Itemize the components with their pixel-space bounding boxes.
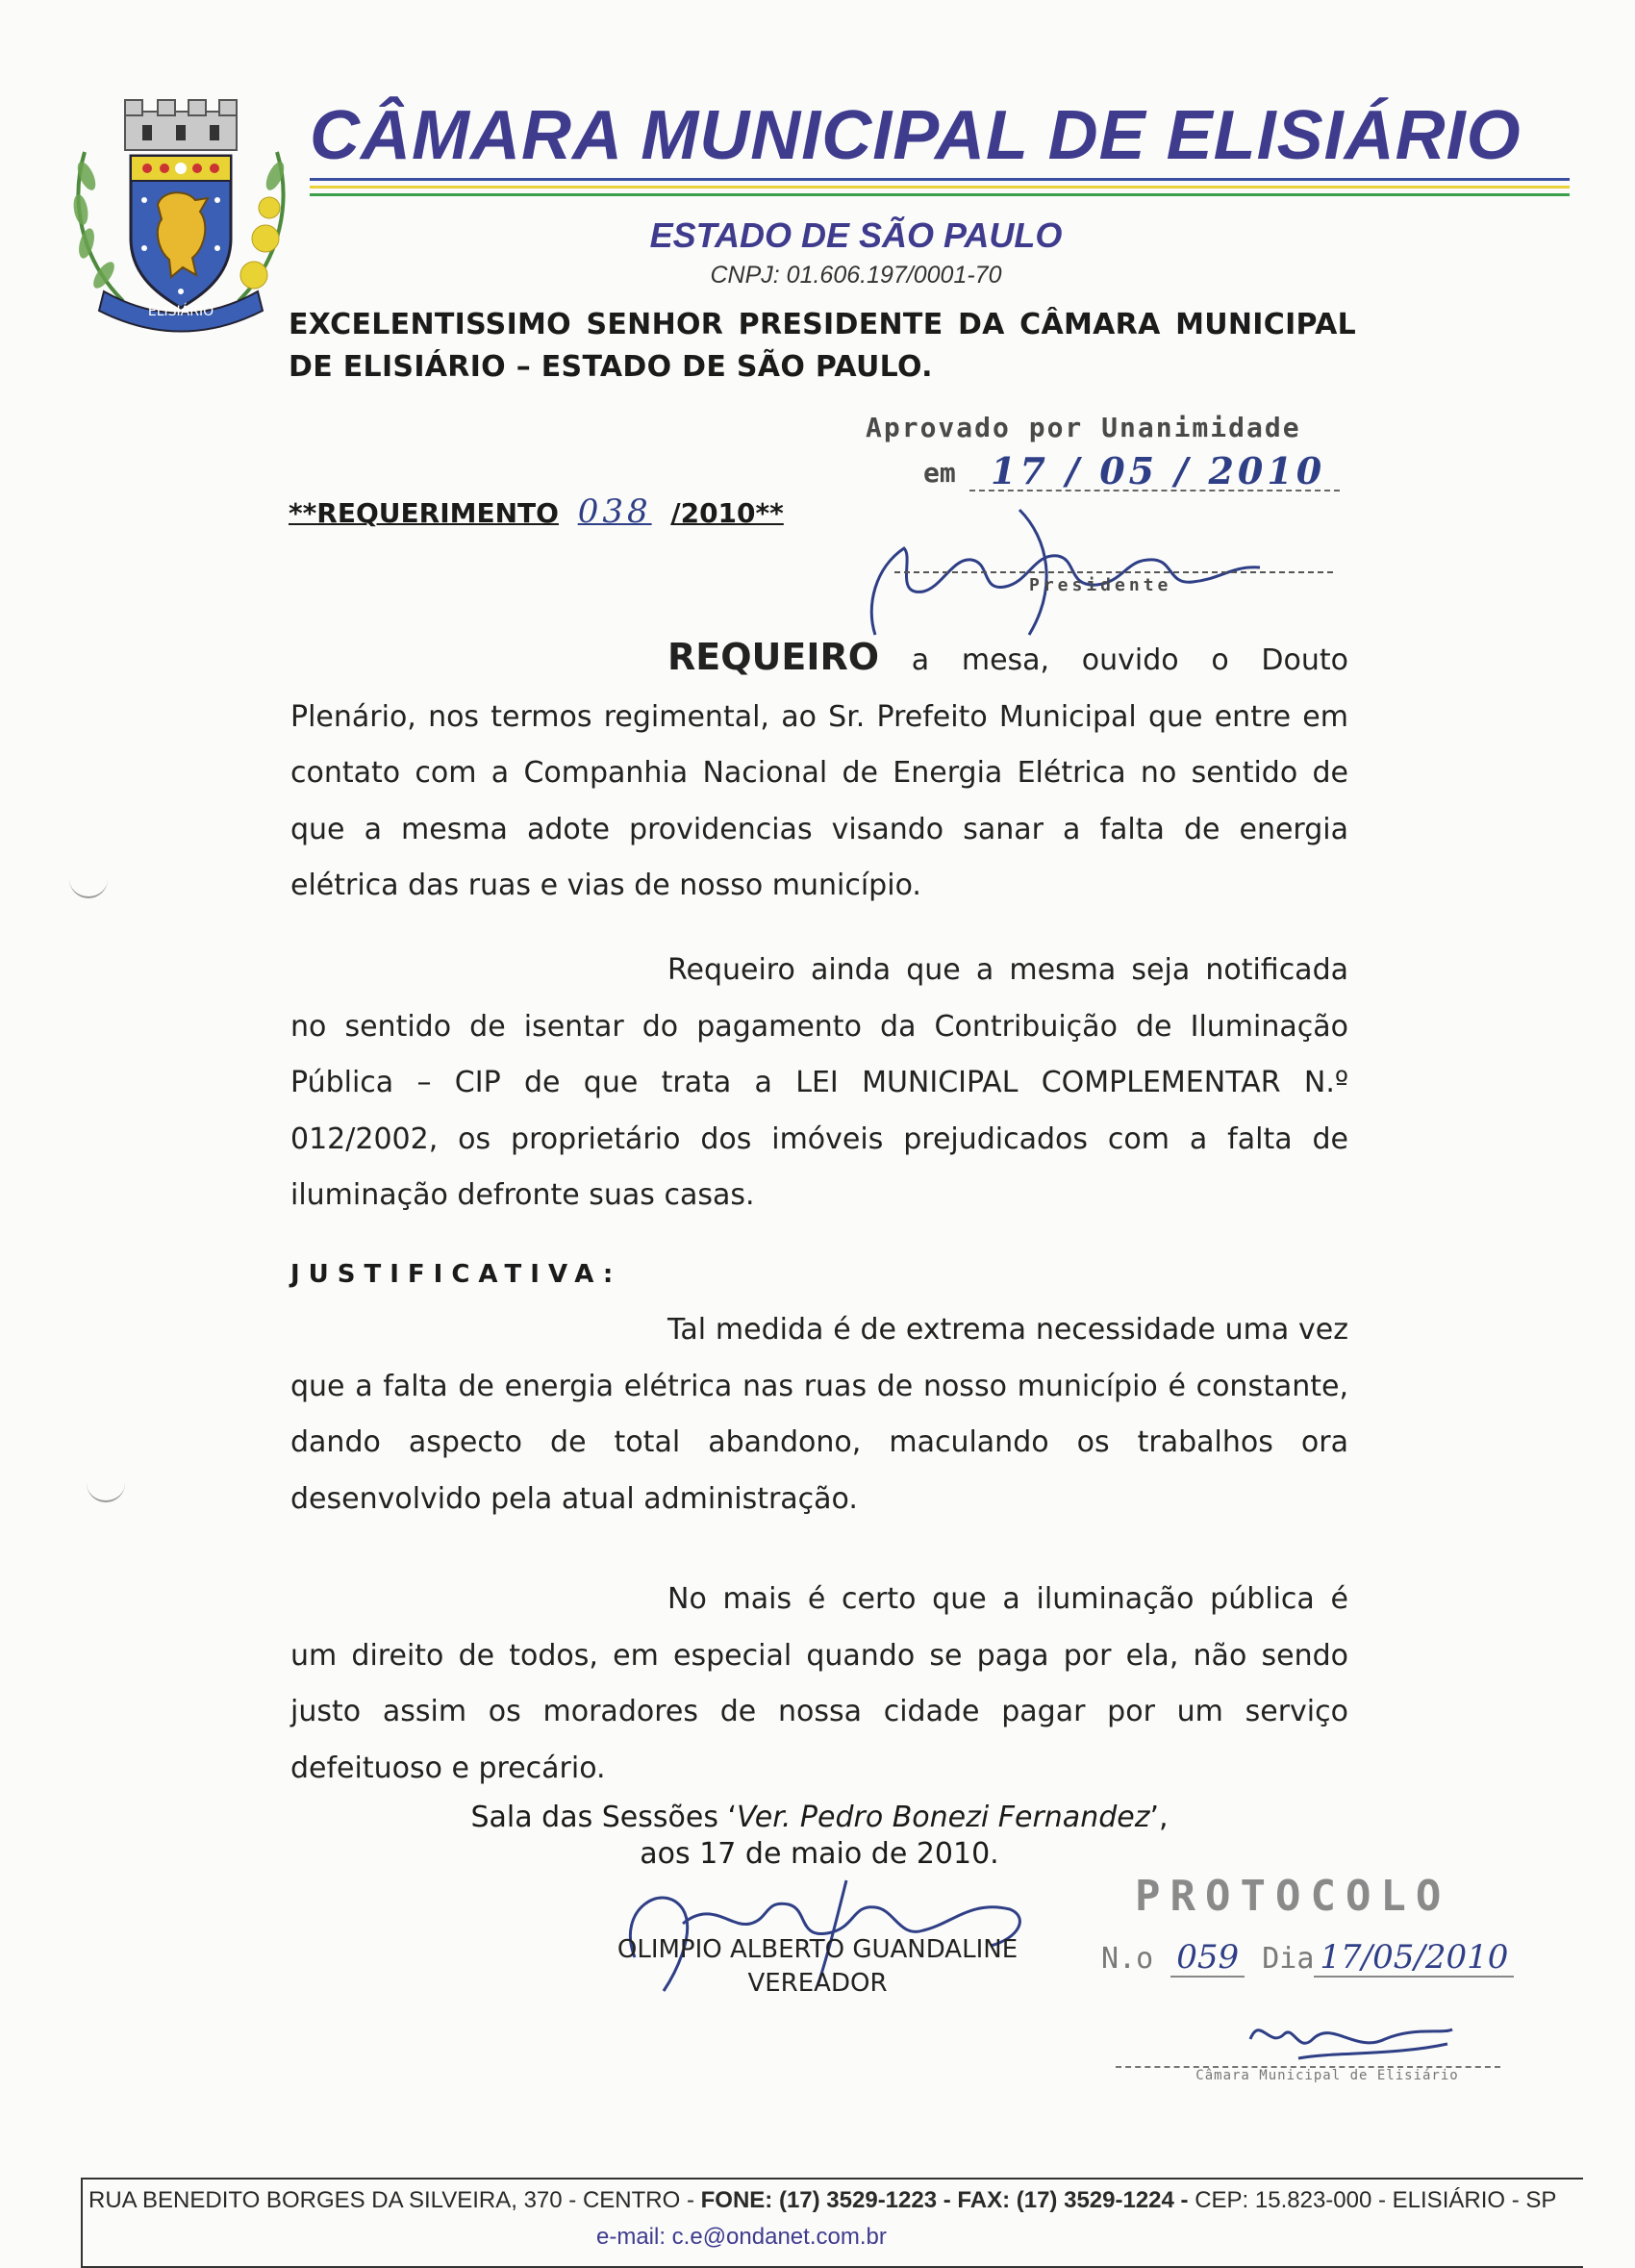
approval-date-prefix: em [923, 457, 956, 489]
protocol-stamp-row [1101, 1938, 1514, 1977]
conclusion-paragraph: No mais é certo que a iluminação pública é um direito de todos, em especial quando se paga por ela, não sendo justo assim os moradores de nossa cidade pagar por um serviço defeituoso e precário. [290, 1582, 1348, 1785]
header-rule-blue [310, 178, 1570, 181]
approval-date-handwritten: 17 / 05 / 2010 [991, 449, 1326, 492]
protocol-number-label: N.o [1101, 1942, 1154, 1976]
protocol-day: 17/05/2010 [1320, 1938, 1509, 1977]
requerimento-line [289, 492, 784, 531]
approval-stamp-text: Aprovado por Unanimidade [866, 412, 1301, 443]
requerimento-number: 038 [577, 492, 652, 531]
session-room-name: Ver. Pedro Bonezi Fernandez [737, 1801, 1150, 1834]
cnpj-number: CNPJ: 01.606.197/0001-70 [710, 262, 1002, 289]
request-lead-word: REQUEIRO [667, 636, 880, 678]
protocol-signature-icon [1241, 2005, 1462, 2073]
president-signature-icon [837, 500, 1375, 644]
councilor-role: VEREADOR [747, 1969, 888, 1998]
session-room-line: Sala das Sessões ‘Ver. Pedro Bonezi Fernandez’, [470, 1801, 1169, 1834]
justification-paragraph: Tal medida é de extrema necessidade uma vez que a falta de energia elétrica nas ruas de nosso município é constante, dando aspecto de total abandono, maculando os trabalhos ora desenvolvido pela atual administração. [290, 1313, 1348, 1516]
protocol-stamp-footer: Câmara Municipal de Elisiário [1195, 2068, 1459, 2083]
session-date: aos 17 de maio de 2010. [640, 1837, 999, 1871]
protocol-day-label: Dia [1262, 1942, 1315, 1976]
president-label: Presidente [1029, 575, 1172, 595]
approval-stamp-date-row [923, 449, 1356, 492]
svg-text:ELISIÁRIO: ELISIÁRIO [147, 304, 214, 319]
coat-of-arms-icon [65, 94, 296, 335]
header-rule-green [310, 193, 1570, 196]
footer-email: e-mail: c.e@ondanet.com.br [596, 2224, 887, 2250]
justification-heading: JUSTIFICATIVA: [290, 1260, 622, 1289]
footer-address: RUA BENEDITO BORGES DA SILVEIRA, 370 - CENTRO - FONE: (17) 3529-1223 - FAX: (17) 3529-1224 - CEP: 15.823-000 - ELISIÁRIO - SP [88, 2187, 1557, 2213]
addressee: EXCELENTISSIMO SENHOR PRESIDENTE DA CÂMARA MUNICIPAL DE ELISIÁRIO – ESTADO DE SÃO PAULO. [289, 308, 1356, 384]
state-name: ESTADO DE SÃO PAULO [649, 215, 1063, 255]
punch-hole [87, 1481, 125, 1502]
requerimento-prefix: **REQUERIMENTO [289, 497, 559, 529]
protocol-number: 059 [1176, 1938, 1240, 1977]
requerimento-suffix: /2010** [670, 497, 784, 529]
chamber-title: CÂMARA MUNICIPAL DE ELISIÁRIO [310, 97, 1522, 174]
header-rule-yellow [310, 186, 1570, 189]
request-text: a mesa, ouvido o Douto Plenário, nos termos regimental, ao Sr. Prefeito Municipal que entre em contato com a Companhia Nacional de Energia Elétrica no sentido de que a mesma adote providencias visando sanar a falta de energia elétrica das ruas e vias de nosso município. [290, 643, 1348, 902]
request-paragraph [290, 629, 1348, 915]
councilor-name: OLIMPIO ALBERTO GUANDALINE [616, 1935, 1019, 1964]
additional-request-paragraph: Requeiro ainda que a mesma seja notificada no sentido de isentar do pagamento da Contribuição de Iluminação Pública – CIP de que trata a LEI MUNICIPAL COMPLEMENTAR N.º 012/2002, os proprietário dos imóveis prejudicados com a falta de iluminação defronte suas casas. [290, 953, 1348, 1212]
punch-hole [69, 877, 108, 898]
protocol-stamp-title: PROTOCOLO [1135, 1872, 1451, 1921]
